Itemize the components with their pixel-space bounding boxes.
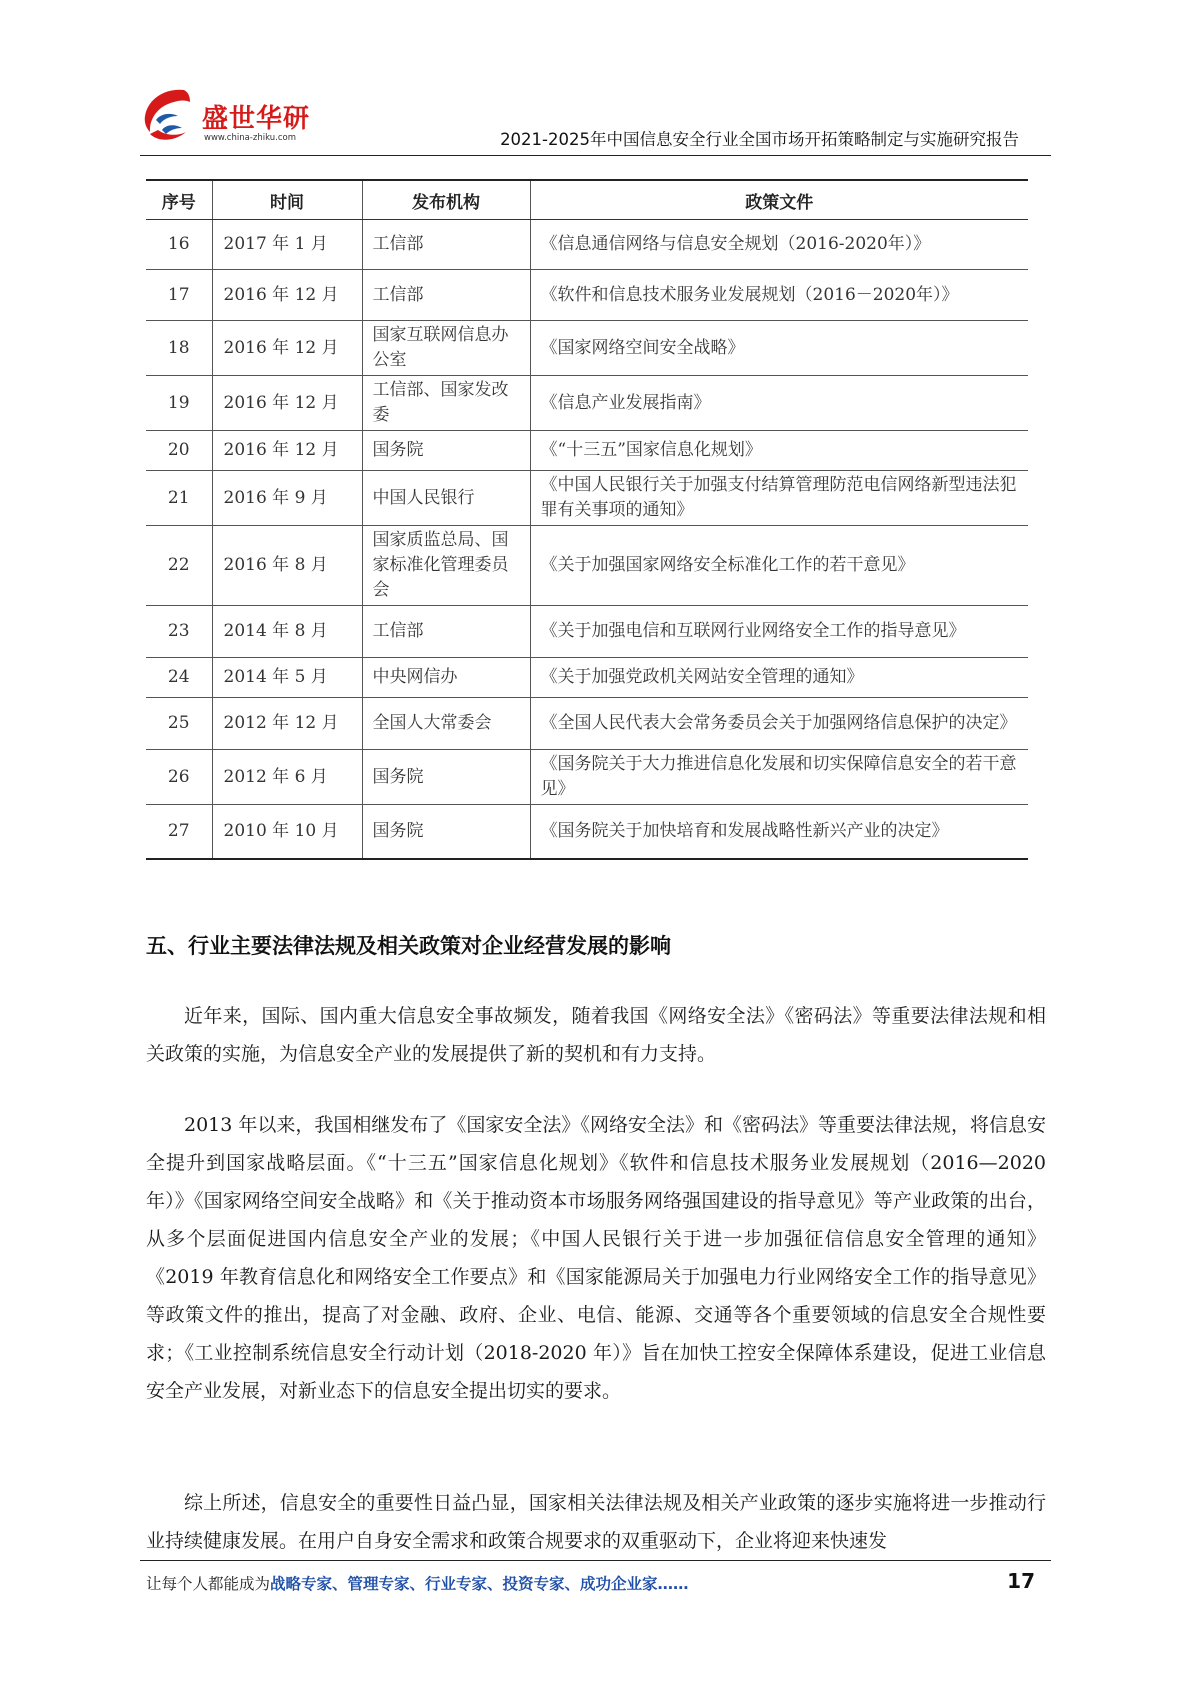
- cell-doc: 《全国人民代表大会常务委员会关于加强网络信息保护的决定》: [530, 698, 1028, 750]
- cell-org: 中国人民银行: [362, 471, 530, 526]
- page-number: 17: [1007, 1569, 1035, 1593]
- company-logo: [140, 84, 310, 154]
- policy-table: [146, 179, 1028, 860]
- report-title: 2021-2025年中国信息安全行业全国市场开拓策略制定与实施研究报告: [500, 130, 1019, 149]
- logo-url: www.china-zhiku.com: [204, 133, 296, 143]
- cell-no: 18: [146, 321, 212, 376]
- cell-no: 17: [146, 270, 212, 321]
- header-doc: 政策文件: [530, 180, 1028, 220]
- cell-org: 国家互联网信息办公室: [362, 321, 530, 376]
- cell-org: 工信部、国家发改委: [362, 376, 530, 431]
- cell-time: 2016 年 12 月: [212, 376, 362, 431]
- cell-org: 全国人大常委会: [362, 698, 530, 750]
- cell-no: 16: [146, 220, 212, 270]
- cell-time: 2016 年 12 月: [212, 431, 362, 471]
- logo-name: 盛世华研: [202, 104, 311, 134]
- table-row: [146, 658, 1028, 698]
- footer-slogan: [146, 1572, 689, 1594]
- paragraph: 近年来，国际、国内重大信息安全事故频发，随着我国《网络安全法》《密码法》等重要法律法规和相关政策的实施，为信息安全产业的发展提供了新的契机和有力支持。: [146, 1005, 1046, 1065]
- cell-time: 2014 年 8 月: [212, 606, 362, 658]
- paragraph: 2013 年以来，我国相继发布了《国家安全法》《网络安全法》和《密码法》等重要法律法规，将信息安全提升到国家战略层面。《“十三五”国家信息化规划》《软件和信息技术服务业发展规划（2016—2020 年）》《国家网络空间安全战略》和《关于推动资本市场服务网络强国建设的指导意见》等产业政策的出台，从多个层面促进国内信息安全产业的发展；《中国人民银行关于进一步加强征信信息安全管理的通知》《2019 年教育信息化和网络安全工作要点》和《国家能源局关于加强电力行业网络安全工作的指导意见》等政策文件的推出，提高了对金融、政府、企业、电信、能源、交通等各个重要领域的信息安全合规性要求；《工业控制系统信息安全行动计划（2018-2020 年）》旨在加快工控安全保障体系建设，促进工业信息安全产业发展，对新业态下的信息安全提出切实的要求。: [146, 1114, 1046, 1402]
- cell-time: 2017 年 1 月: [212, 220, 362, 270]
- cell-time: 2016 年 12 月: [212, 270, 362, 321]
- header-no: 序号: [146, 180, 212, 220]
- header-divider: [140, 155, 1051, 156]
- cell-doc: 《国务院关于大力推进信息化发展和切实保障信息安全的若干意见》: [530, 750, 1028, 805]
- cell-doc: 《“十三五”国家信息化规划》: [530, 431, 1028, 471]
- cell-doc: 《关于加强党政机关网站安全管理的通知》: [530, 658, 1028, 698]
- table-row: [146, 376, 1028, 431]
- table-row: [146, 471, 1028, 526]
- header-time: 时间: [212, 180, 362, 220]
- cell-no: 20: [146, 431, 212, 471]
- section-heading: 五、行业主要法律法规及相关政策对企业经营发展的影响: [146, 934, 671, 958]
- cell-time: 2012 年 6 月: [212, 750, 362, 805]
- table-row: [146, 220, 1028, 270]
- cell-org: 工信部: [362, 606, 530, 658]
- cell-time: 2016 年 9 月: [212, 471, 362, 526]
- cell-doc: 《关于加强电信和互联网行业网络安全工作的指导意见》: [530, 606, 1028, 658]
- cell-org: 中央网信办: [362, 658, 530, 698]
- cell-org: 国务院: [362, 431, 530, 471]
- cell-time: 2014 年 5 月: [212, 658, 362, 698]
- cell-no: 25: [146, 698, 212, 750]
- cell-time: 2016 年 12 月: [212, 321, 362, 376]
- table-row: [146, 431, 1028, 471]
- cell-no: 19: [146, 376, 212, 431]
- footer-highlight: 战略专家、管理专家、行业专家、投资专家、成功企业家……: [270, 1575, 689, 1593]
- cell-no: 24: [146, 658, 212, 698]
- table-row: [146, 270, 1028, 321]
- table-row: [146, 526, 1028, 606]
- cell-doc: 《国家网络空间安全战略》: [530, 321, 1028, 376]
- cell-doc: 《软件和信息技术服务业发展规划（2016－2020年）》: [530, 270, 1028, 321]
- cell-no: 21: [146, 471, 212, 526]
- cell-doc: 《国务院关于加快培育和发展战略性新兴产业的决定》: [530, 805, 1028, 859]
- cell-time: 2012 年 12 月: [212, 698, 362, 750]
- cell-org: 国务院: [362, 750, 530, 805]
- table-row: [146, 698, 1028, 750]
- cell-doc: 《关于加强国家网络安全标准化工作的若干意见》: [530, 526, 1028, 606]
- cell-time: 2016 年 8 月: [212, 526, 362, 606]
- logo-swoosh-icon: [140, 84, 202, 146]
- table-row: [146, 750, 1028, 805]
- cell-org: 国务院: [362, 805, 530, 859]
- table-row: [146, 805, 1028, 859]
- cell-doc: 《信息通信网络与信息安全规划（2016-2020年）》: [530, 220, 1028, 270]
- cell-no: 27: [146, 805, 212, 859]
- table-row: [146, 606, 1028, 658]
- cell-no: 23: [146, 606, 212, 658]
- cell-doc: 《中国人民银行关于加强支付结算管理防范电信网络新型违法犯罪有关事项的通知》: [530, 471, 1028, 526]
- cell-org: 工信部: [362, 270, 530, 321]
- header-org: 发布机构: [362, 180, 530, 220]
- table-header-row: [146, 180, 1028, 220]
- cell-org: 国家质监总局、国家标准化管理委员会: [362, 526, 530, 606]
- footer-lead: 让每个人都能成为: [146, 1575, 271, 1593]
- cell-doc: 《信息产业发展指南》: [530, 376, 1028, 431]
- cell-no: 26: [146, 750, 212, 805]
- table-row: [146, 321, 1028, 376]
- footer-divider: [140, 1560, 1051, 1561]
- paragraph: 综上所述，信息安全的重要性日益凸显，国家相关法律法规及相关产业政策的逐步实施将进一步推动行业持续健康发展。在用户自身安全需求和政策合规要求的双重驱动下，企业将迎来快速发: [146, 1492, 1046, 1552]
- cell-org: 工信部: [362, 220, 530, 270]
- cell-no: 22: [146, 526, 212, 606]
- cell-time: 2010 年 10 月: [212, 805, 362, 859]
